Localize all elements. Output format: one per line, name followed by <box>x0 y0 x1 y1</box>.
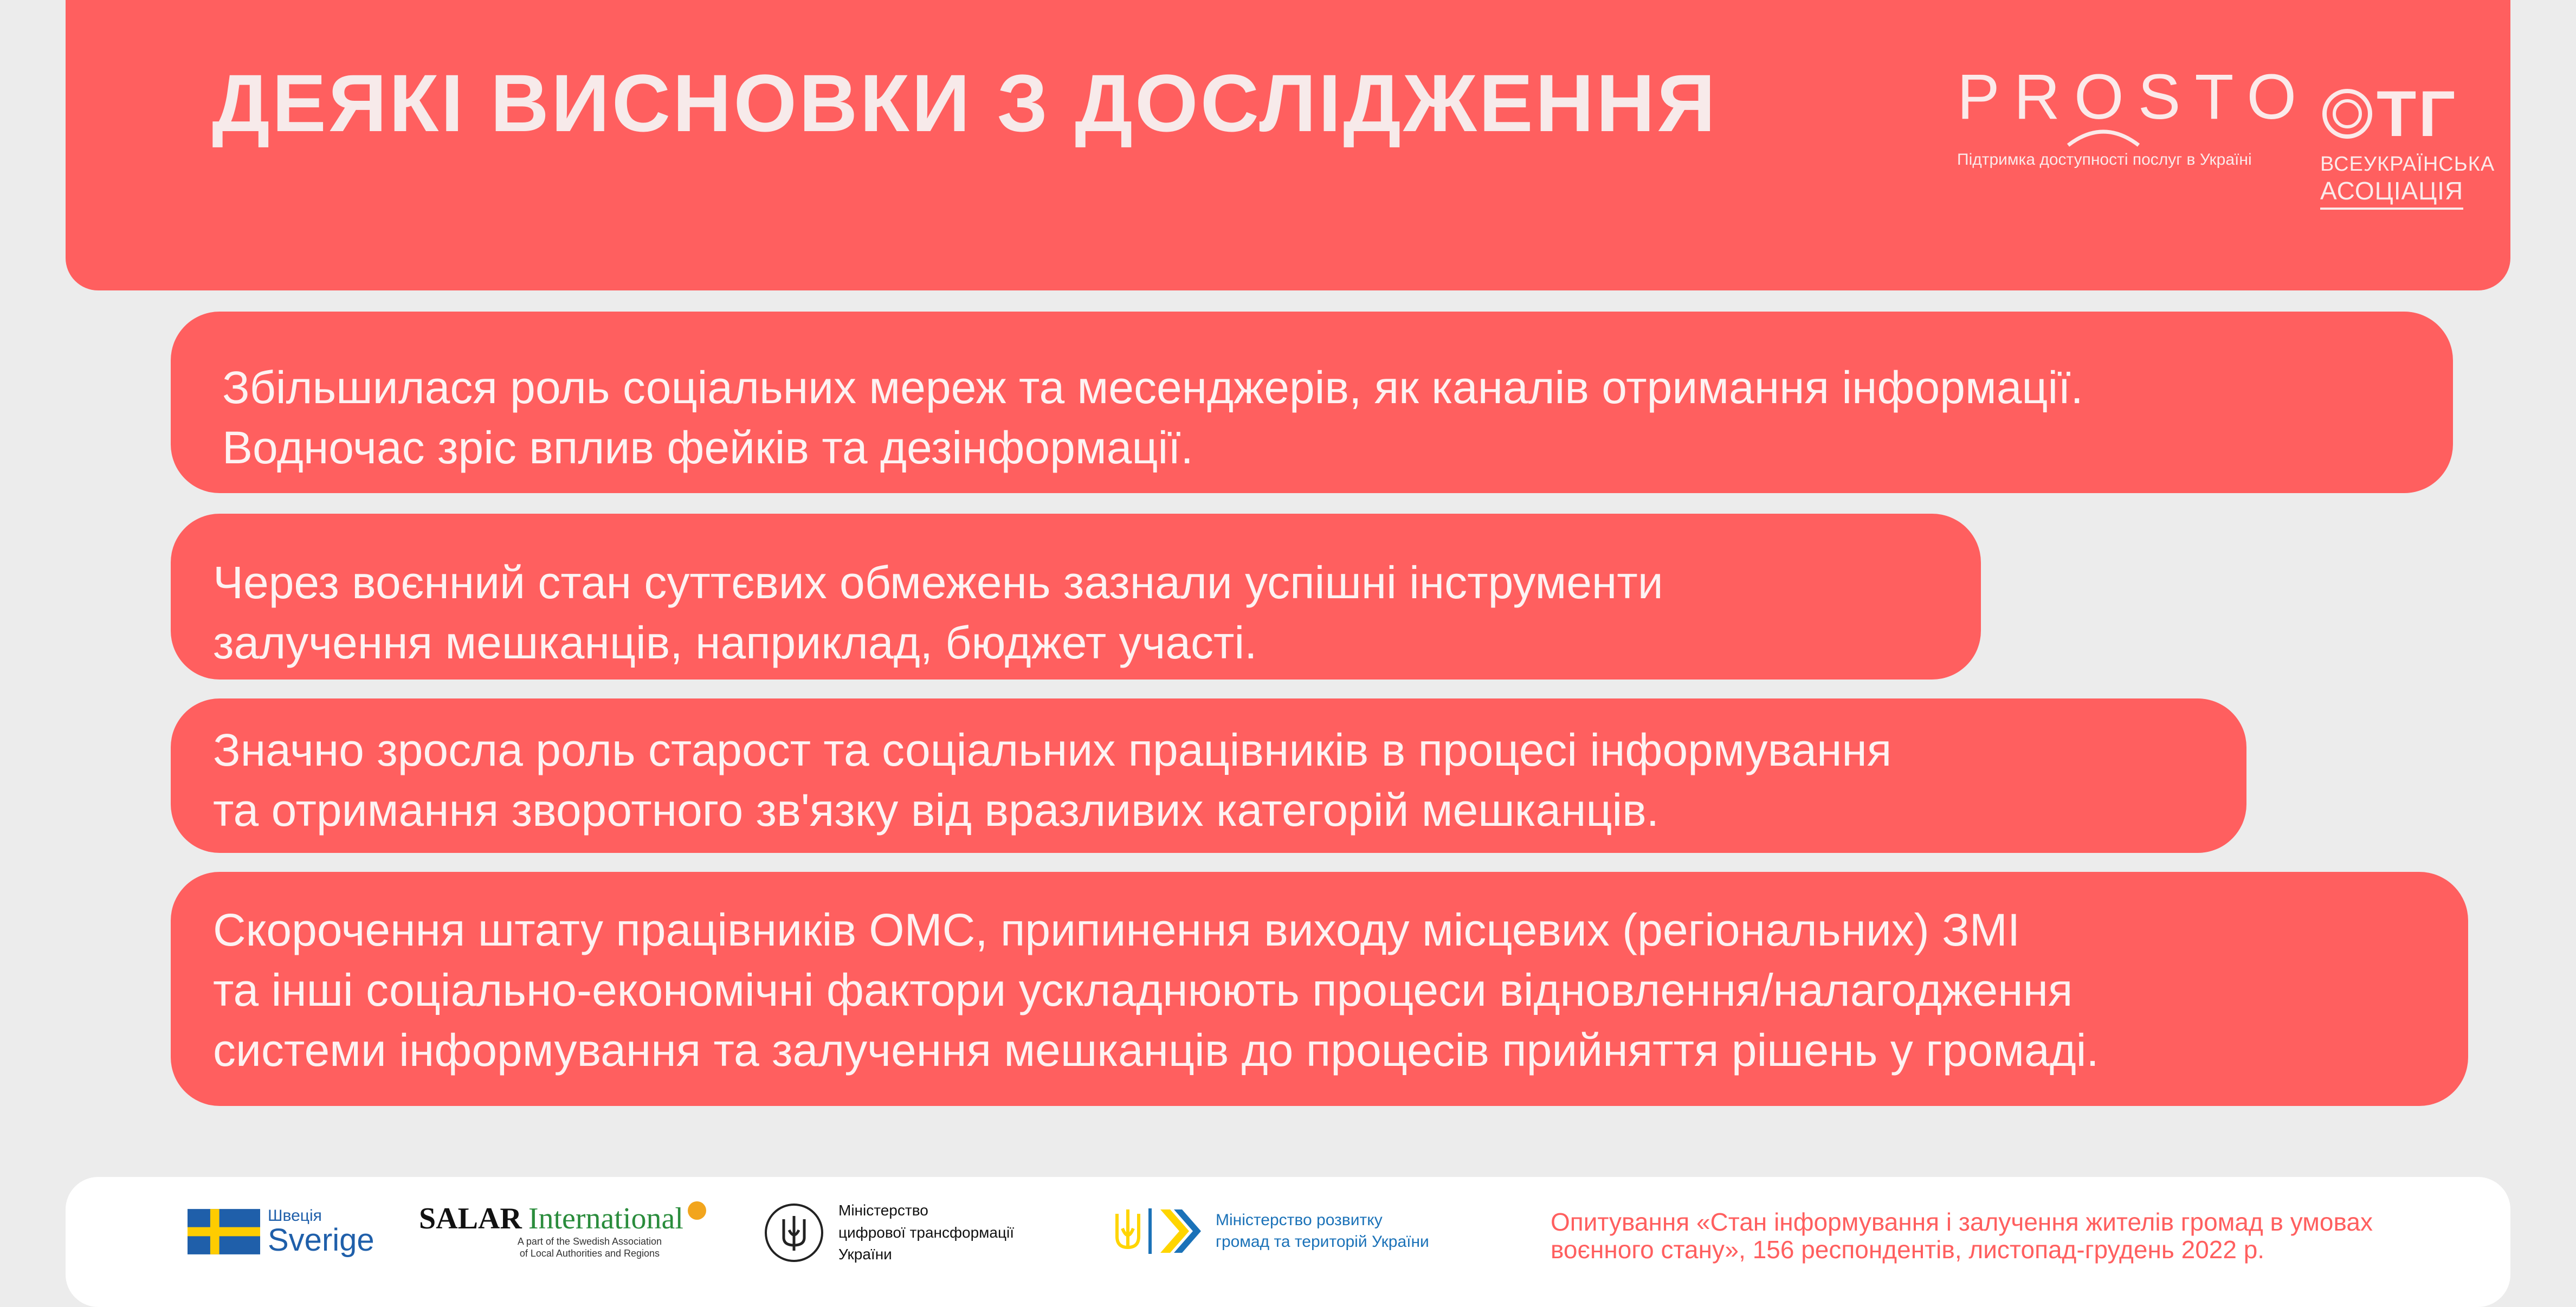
ukraine-trident-flag-icon <box>1112 1204 1204 1258</box>
otg-logo-word: ТГ <box>2377 77 2458 150</box>
salar-sub-line2: of Local Authorities and Regions <box>519 1247 660 1259</box>
header-banner <box>66 0 2510 290</box>
survey-note-line2: воєнного стану», 156 респондентів, листопад-грудень 2022 р. <box>1551 1235 2265 1264</box>
finding-text-line: та інші соціально-економічні фактори ускладнюють процеси відновлення/налагодження <box>213 965 2073 1015</box>
otg-ring-icon <box>2320 87 2374 141</box>
finding-card-4 <box>171 872 2468 1106</box>
sweden-logo <box>188 1207 375 1256</box>
otg-association-logo <box>2320 77 2495 210</box>
survey-source-note <box>1551 1208 2373 1263</box>
salar-logo <box>419 1201 706 1259</box>
salar-international: International <box>528 1202 683 1235</box>
mdt-line1: Міністерство <box>838 1202 928 1219</box>
finding-card-3 <box>171 698 2246 853</box>
mdt-line2: цифрової трансформації <box>838 1224 1015 1241</box>
sweden-flag-icon <box>188 1209 260 1254</box>
trident-icon <box>765 1204 823 1262</box>
otg-logo-line1: ВСЕУКРАЇНСЬКА <box>2320 153 2495 176</box>
mdt-logo <box>765 1200 1014 1266</box>
sweden-line1: Швеція <box>268 1207 322 1225</box>
mrg-line1: Міністерство розвитку <box>1216 1211 1383 1229</box>
page-title: ДЕЯКІ ВИСНОВКИ З ДОСЛІДЖЕННЯ <box>212 57 1718 148</box>
survey-note-line1: Опитування «Стан інформування і залучення жителів громад в умовах <box>1551 1208 2373 1236</box>
salar-emblem-icon <box>688 1201 706 1220</box>
finding-text-line: та отримання зворотного зв'язку від вразливих категорій мешканців. <box>213 785 1660 836</box>
finding-text-line: Водночас зріс вплив фейків та дезінформації. <box>222 422 1193 473</box>
finding-text-line: Значно зросла роль старост та соціальних працівників в процесі інформування <box>213 724 1892 775</box>
sweden-line2: Sverige <box>268 1222 375 1258</box>
salar-name: SALAR <box>419 1202 522 1235</box>
otg-logo-line2: АСОЦІАЦІЯ <box>2320 176 2463 210</box>
mrg-logo <box>1112 1204 1429 1258</box>
finding-text-line: залучення мешканців, наприклад, бюджет участі. <box>213 617 1257 668</box>
prosto-logo-word: PROSTO <box>1957 61 2311 133</box>
partners-footer <box>66 1177 2510 1307</box>
mrg-line2: громад та територій України <box>1216 1233 1429 1251</box>
finding-card-2 <box>171 514 1981 680</box>
salar-sub-line1: A part of the Swedish Association <box>517 1236 662 1247</box>
finding-text-line: Скорочення штату працівників ОМС, припинення виходу місцевих (регіональних) ЗМІ <box>213 904 2020 955</box>
finding-text-line: Через воєнний стан суттєвих обмежень зазнали успішні інструменти <box>213 557 1663 608</box>
finding-text-line: Збільшилася роль соціальних мереж та месенджерів, як каналів отримання інформації. <box>222 362 2083 413</box>
prosto-logo <box>1957 61 2311 169</box>
finding-text-line: системи інформування та залучення мешканців до процесів прийняття рішень у громаді. <box>213 1025 2099 1076</box>
prosto-tagline: Підтримка доступності послуг в Україні <box>1957 151 2252 169</box>
finding-card-1 <box>171 312 2453 493</box>
mdt-line3: України <box>838 1246 892 1263</box>
salar-subtitle <box>473 1236 706 1259</box>
